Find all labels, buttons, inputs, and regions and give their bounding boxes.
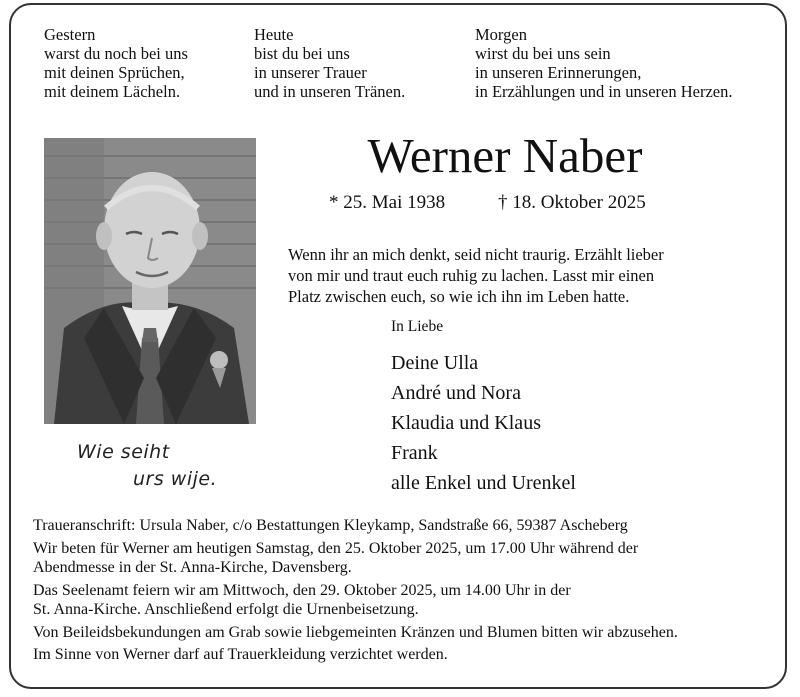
notice-line: St. Anna-Kirche. Anschließend erfolgt die Urnenbeisetzung. — [33, 601, 419, 618]
signer: alle Enkel und Urenkel — [391, 472, 576, 494]
notice-line: Abendmesse in der St. Anna-Kirche, Davensberg. — [33, 559, 352, 576]
in-liebe-label: In Liebe — [391, 318, 444, 335]
death-date: † 18. Oktober 2025 — [498, 192, 646, 213]
notice-line: Das Seelenamt feiern wir am Mittwoch, den 29. Oktober 2025, um 14.00 Uhr in der — [33, 581, 571, 599]
requiem-notice — [33, 581, 678, 620]
address-notice: Traueranschrift: Ursula Naber, c/o Bestattungen Kleykamp, Sandstraße 66, 59387 Ascheberg — [33, 517, 628, 534]
poem-line: in unserer Trauer — [254, 63, 367, 82]
mass-notice — [33, 539, 678, 578]
poem-line: mit deinem Lächeln. — [44, 82, 181, 101]
signer: Klaudia und Klaus — [391, 412, 541, 434]
quote-line: Platz zwischen euch, so wie ich ihn im Leben hatte. — [288, 287, 630, 306]
poem-heute — [254, 25, 405, 101]
notices — [33, 516, 678, 668]
condolences-notice: Von Beileidsbekundungen am Grab sowie liebgemeinten Kränzen und Blumen bitten wir abzusehen. — [33, 623, 678, 641]
birth-date: * 25. Mai 1938 — [329, 192, 446, 213]
poem-line: warst du noch bei uns — [44, 44, 188, 63]
poem-line: in Erzählungen und in unseren Herzen. — [475, 82, 733, 101]
poem-line: Morgen — [475, 25, 527, 44]
poem-line: in unseren Erinnerungen, — [475, 63, 642, 82]
quote — [288, 244, 664, 307]
notice-line: Wir beten für Werner am heutigen Samstag, den 25. Oktober 2025, um 17.00 Uhr während der — [33, 539, 639, 557]
poem-line: bist du bei uns — [254, 44, 350, 63]
dress-notice: Im Sinne von Werner darf auf Trauerkleidung verzichtet werden. — [33, 646, 448, 663]
handwritten-line: Wie seiht — [77, 441, 170, 463]
deceased-name: Werner Naber — [367, 128, 643, 183]
signers-list — [391, 348, 576, 498]
signer: Frank — [391, 442, 438, 464]
poem-line: und in unseren Tränen. — [254, 82, 406, 101]
poem-gestern — [44, 25, 188, 101]
quote-line: von mir und traut euch ruhig zu lachen. Lasst mir einen — [288, 266, 655, 285]
portrait-photo — [44, 138, 256, 424]
poem-line: Heute — [254, 25, 294, 44]
signer: Deine Ulla — [391, 352, 479, 374]
quote-line: Wenn ihr an mich denkt, seid nicht traurig. Erzählt lieber — [288, 245, 664, 264]
signer: André und Nora — [391, 382, 521, 404]
poem-line: mit deinen Sprüchen, — [44, 63, 185, 82]
poem-morgen — [475, 25, 733, 101]
poem-line: Gestern — [44, 25, 96, 44]
poem-line: wirst du bei uns sein — [475, 44, 611, 63]
handwritten-line: urs wije. — [133, 468, 218, 490]
